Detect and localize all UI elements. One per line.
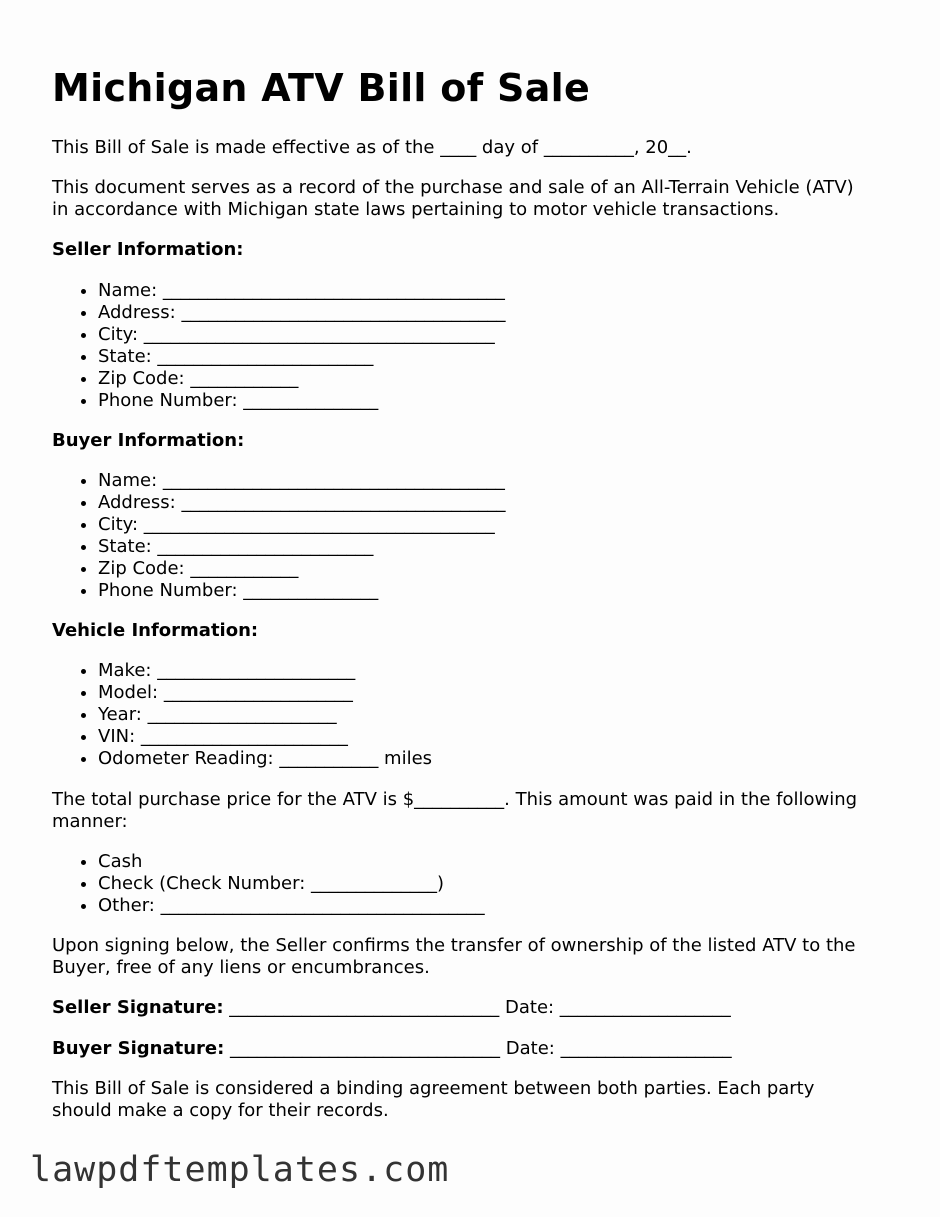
payment-check: • Check (Check Number: ______________) <box>98 873 485 895</box>
payment-cash: • Cash <box>98 851 485 873</box>
buyer-phone-field: • Phone Number: _______________ <box>98 580 505 602</box>
buyer-city-field: • City: _______________________________________ <box>98 514 505 536</box>
seller-signature-blanks: ______________________________ Date: ___________________ <box>223 997 731 1018</box>
closing-line-2: should make a copy for their records. <box>52 1100 389 1121</box>
purpose-line-2: in accordance with Michigan state laws pertaining to motor vehicle transactions. <box>52 199 780 220</box>
buyer-heading: Buyer Information: <box>52 430 245 451</box>
buyer-fields-list <box>52 470 505 602</box>
effective-date-line: This Bill of Sale is made effective as of the ____ day of __________, 20__. <box>52 137 692 158</box>
buyer-address-field: • Address: ____________________________________ <box>98 492 505 514</box>
seller-fields-list <box>52 280 505 412</box>
buyer-zip-field: • Zip Code: ____________ <box>98 558 505 580</box>
price-line-1: The total purchase price for the ATV is $__________. This amount was paid in the following <box>52 789 858 810</box>
price-line-2: manner: <box>52 811 128 832</box>
buyer-signature-blanks: ______________________________ Date: ___________________ <box>224 1038 732 1059</box>
payment-other: • Other: ____________________________________ <box>98 895 485 917</box>
seller-city-field: • City: _______________________________________ <box>98 324 505 346</box>
seller-phone-field: • Phone Number: _______________ <box>98 390 505 412</box>
buyer-signature-line <box>52 1038 732 1060</box>
site-watermark: lawpdftemplates.com <box>30 1150 450 1190</box>
vehicle-odometer-field: • Odometer Reading: ___________ miles <box>98 748 432 770</box>
vehicle-fields-list <box>52 660 432 770</box>
vehicle-vin-field: • VIN: _______________________ <box>98 726 432 748</box>
transfer-line-1: Upon signing below, the Seller confirms the transfer of ownership of the listed ATV to the <box>52 935 856 956</box>
payment-methods-list <box>52 851 485 917</box>
vehicle-year-field: • Year: _____________________ <box>98 704 432 726</box>
seller-signature-line <box>52 997 731 1019</box>
seller-zip-field: • Zip Code: ____________ <box>98 368 505 390</box>
seller-state-field: • State: ________________________ <box>98 346 505 368</box>
buyer-name-field: • Name: ______________________________________ <box>98 470 505 492</box>
buyer-state-field: • State: ________________________ <box>98 536 505 558</box>
vehicle-make-field: • Make: ______________________ <box>98 660 432 682</box>
vehicle-model-field: • Model: _____________________ <box>98 682 432 704</box>
closing-line-1: This Bill of Sale is considered a binding agreement between both parties. Each party <box>52 1078 815 1099</box>
seller-heading: Seller Information: <box>52 239 244 260</box>
vehicle-heading: Vehicle Information: <box>52 620 259 641</box>
document-title: Michigan ATV Bill of Sale <box>52 66 591 110</box>
buyer-signature-label: Buyer Signature: <box>52 1038 225 1059</box>
purpose-line-1: This document serves as a record of the purchase and sale of an All-Terrain Vehicle (ATV) <box>52 177 854 198</box>
seller-name-field: • Name: ______________________________________ <box>98 280 505 302</box>
transfer-line-2: Buyer, free of any liens or encumbrances. <box>52 957 430 978</box>
seller-signature-label: Seller Signature: <box>52 997 224 1018</box>
seller-address-field: • Address: ____________________________________ <box>98 302 505 324</box>
